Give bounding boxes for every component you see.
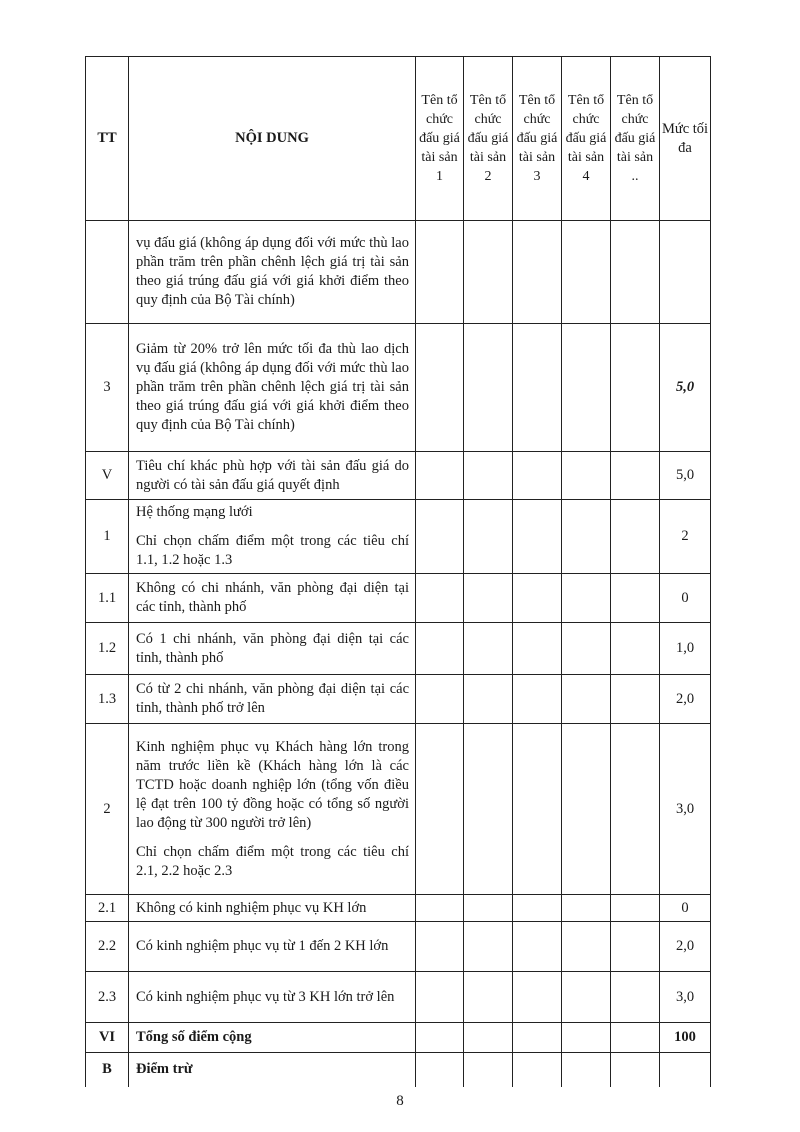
row-max: 2 [660,500,711,574]
row-tt: 2.1 [86,895,129,922]
header-org-5: Tên tổ chức đấu giá tài sản .. [611,57,660,221]
row-tt: B [86,1053,129,1087]
header-org-1: Tên tổ chức đấu giá tài sản 1 [416,57,464,221]
row-tt: 2 [86,724,129,895]
row-max: 2,0 [660,922,711,972]
row-text: Có 1 chi nhánh, văn phòng đại diện tại các tỉnh, thành phố [129,623,416,675]
row-max: 3,0 [660,724,711,895]
row-tt: 1.2 [86,623,129,675]
row-tt: VI [86,1023,129,1053]
header-tt: TT [86,57,129,221]
row-tt: 1.1 [86,574,129,623]
header-org-3: Tên tổ chức đấu giá tài sản 3 [513,57,562,221]
table-row [86,675,711,724]
row-text: Có từ 2 chi nhánh, văn phòng đại diện tại các tỉnh, thành phố trở lên [129,675,416,724]
row-text-cell [129,500,416,574]
row-max [660,221,711,324]
table-header-row [86,57,711,221]
table-row [86,221,711,324]
row-text: Không có chi nhánh, văn phòng đại diện tại các tỉnh, thành phố [129,574,416,623]
table-row [86,500,711,574]
row-max: 3,0 [660,972,711,1023]
row-note: Chỉ chọn chấm điểm một trong các tiêu chí 2.1, 2.2 hoặc 2.3 [136,843,409,879]
row-tt: V [86,452,129,500]
header-max: Mức tối đa [660,57,711,221]
row-text: Có kinh nghiệm phục vụ từ 1 đến 2 KH lớn [129,922,416,972]
row-text: Tiêu chí khác phù hợp với tài sản đấu giá do người có tài sản đấu giá quyết định [129,452,416,500]
row-text: vụ đấu giá (không áp dụng đối với mức thù lao phần trăm trên phần chênh lệch giá trị tài sản theo giá trúng đấu giá với giá khởi điểm theo quy định của Bộ Tài chính) [129,221,416,324]
row-text-cell [129,724,416,895]
table-row [86,922,711,972]
table-row [86,972,711,1023]
row-max: 2,0 [660,675,711,724]
table-row [86,452,711,500]
page-number: 8 [396,1093,404,1109]
row-max: 5,0 [660,452,711,500]
scoring-table [85,56,711,1087]
row-max: 1,0 [660,623,711,675]
table-row [86,895,711,922]
table-row [86,724,711,895]
row-text: Không có kinh nghiệm phục vụ KH lớn [129,895,416,922]
row-max: 5,0 [660,324,711,452]
row-tt: 1 [86,500,129,574]
row-text: Có kinh nghiệm phục vụ từ 3 KH lớn trở lên [129,972,416,1023]
row-max [660,1053,711,1087]
row-tt: 2.3 [86,972,129,1023]
row-text: Tổng số điểm cộng [129,1023,416,1053]
header-content: NỘI DUNG [129,57,416,221]
table-row [86,324,711,452]
row-note: Chỉ chọn chấm điểm một trong các tiêu chí 1.1, 1.2 hoặc 1.3 [136,533,409,568]
row-text: Kinh nghiệm phục vụ Khách hàng lớn trong năm trước liền kề (Khách hàng lớn là các TCTD hoặc doanh nghiệp lớn (tổng vốn điều lệ đạt trên 100 tỷ đồng hoặc có tổng số người lao động từ 300 người trở lên) [136,738,409,831]
header-org-4: Tên tổ chức đấu giá tài sản 4 [562,57,611,221]
header-org-2: Tên tổ chức đấu giá tài sản 2 [464,57,513,221]
row-max: 0 [660,895,711,922]
row-tt: 3 [86,324,129,452]
row-tt: 1.3 [86,675,129,724]
table-row [86,1023,711,1053]
row-tt: 2.2 [86,922,129,972]
row-tt [86,221,129,324]
table-row [86,623,711,675]
row-max: 100 [660,1023,711,1053]
row-text: Hệ thống mạng lưới [136,504,253,520]
row-text: Điểm trừ [129,1053,416,1087]
table-row [86,574,711,623]
table-row [86,1053,711,1087]
row-max: 0 [660,574,711,623]
row-text: Giảm từ 20% trở lên mức tối đa thù lao dịch vụ đấu giá (không áp dụng đối với mức thù lao phần trăm trên phần chênh lệch giá trị tài sản theo giá trúng đấu giá với giá khởi điểm theo quy định của Bộ Tài chính) [129,324,416,452]
